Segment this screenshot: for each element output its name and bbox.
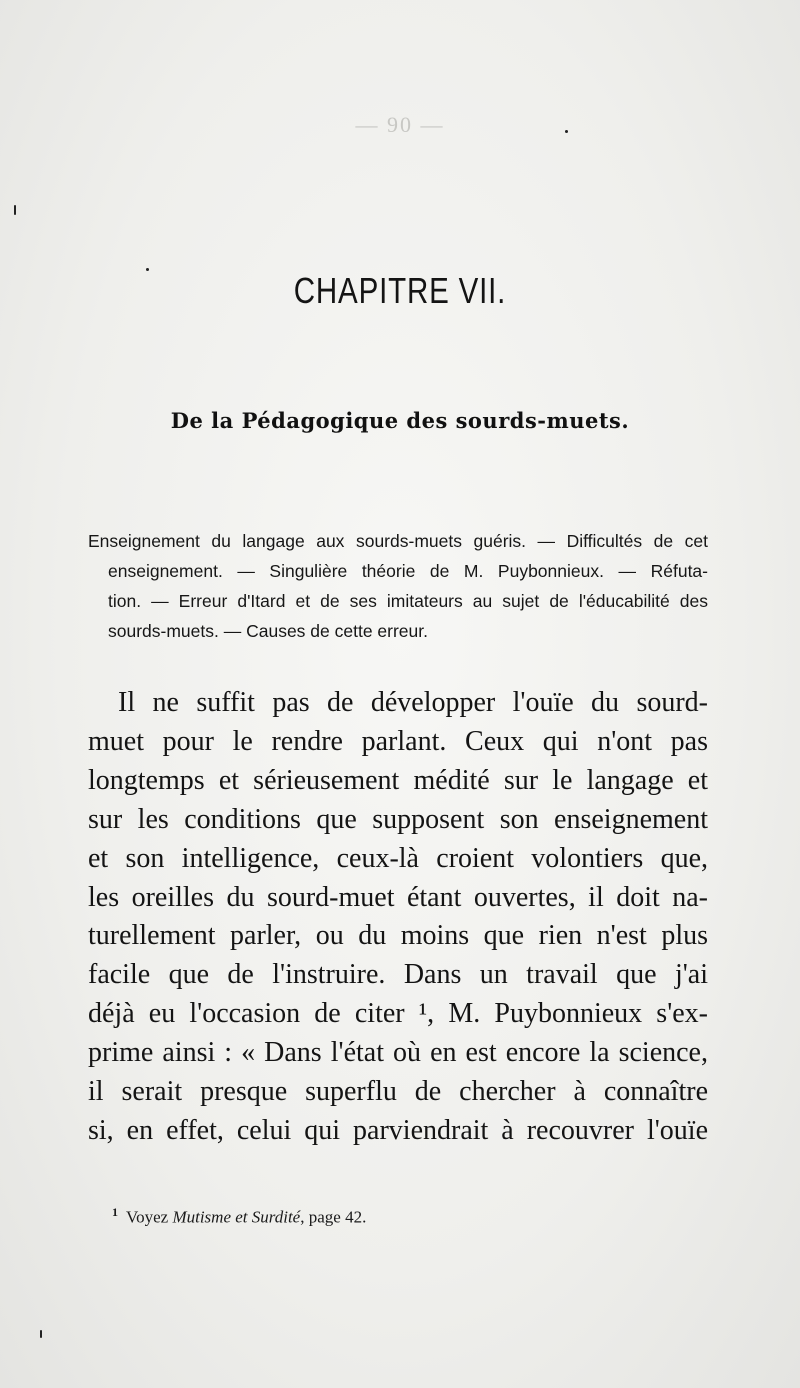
body-line: il serait presque superflu de chercher à connaître bbox=[88, 1076, 708, 1108]
ink-speck bbox=[146, 268, 149, 271]
body-line: déjà eu l'occasion de citer ¹, M. Puybonnieux s'ex- bbox=[88, 998, 708, 1030]
body-line: si, en effet, celui qui parviendrait à recouvrer l'ouïe bbox=[88, 1114, 708, 1146]
section-title: De la Pédagogique des sourds-muets. bbox=[170, 408, 630, 433]
body-line: sur les conditions que supposent son enseignement bbox=[88, 803, 708, 835]
chapter-title: CHAPITRE VII. bbox=[293, 270, 507, 311]
ink-speck bbox=[40, 1330, 42, 1338]
footnote-title: Mutisme et Surdité bbox=[172, 1207, 301, 1227]
body-paragraph bbox=[88, 684, 708, 1151]
summary-line: enseignement. — Singulière théorie de M. Puybonnieux. — Réfuta- bbox=[108, 561, 708, 581]
ink-speck bbox=[14, 205, 16, 215]
body-line: les oreilles du sourd-muet étant ouvertes, il doit na- bbox=[88, 881, 708, 913]
summary-line: Enseignement du langage aux sourds-muets guéris. — Difficultés de cet bbox=[88, 531, 708, 551]
footnote-mark: 1 bbox=[112, 1205, 118, 1219]
footnote-suffix: , page 42. bbox=[300, 1207, 367, 1227]
body-line: Il ne suffit pas de développer l'ouïe du sourd- bbox=[118, 687, 708, 718]
summary-line: tion. — Erreur d'Itard et de ses imitateurs au sujet de l'éducabilité des bbox=[108, 591, 708, 611]
footnote bbox=[112, 1205, 366, 1228]
body-line: turellement parler, ou du moins que rien n'est plus bbox=[88, 920, 708, 952]
body-line: facile que de l'instruire. Dans un travail que j'ai bbox=[88, 959, 708, 991]
footnote-prefix: Voyez bbox=[126, 1207, 173, 1227]
page-number: — 90 — bbox=[355, 112, 445, 137]
ink-speck bbox=[565, 130, 568, 133]
body-line: et son intelligence, ceux-là croient volontiers que, bbox=[88, 842, 708, 874]
chapter-summary bbox=[88, 526, 708, 646]
summary-line: sourds-muets. — Causes de cette erreur. bbox=[108, 621, 428, 641]
body-line: muet pour le rendre parlant. Ceux qui n'ont pas bbox=[88, 725, 708, 757]
body-line: prime ainsi : « Dans l'état où en est encore la science, bbox=[88, 1037, 708, 1069]
body-line: longtemps et sérieusement médité sur le langage et bbox=[88, 764, 708, 796]
